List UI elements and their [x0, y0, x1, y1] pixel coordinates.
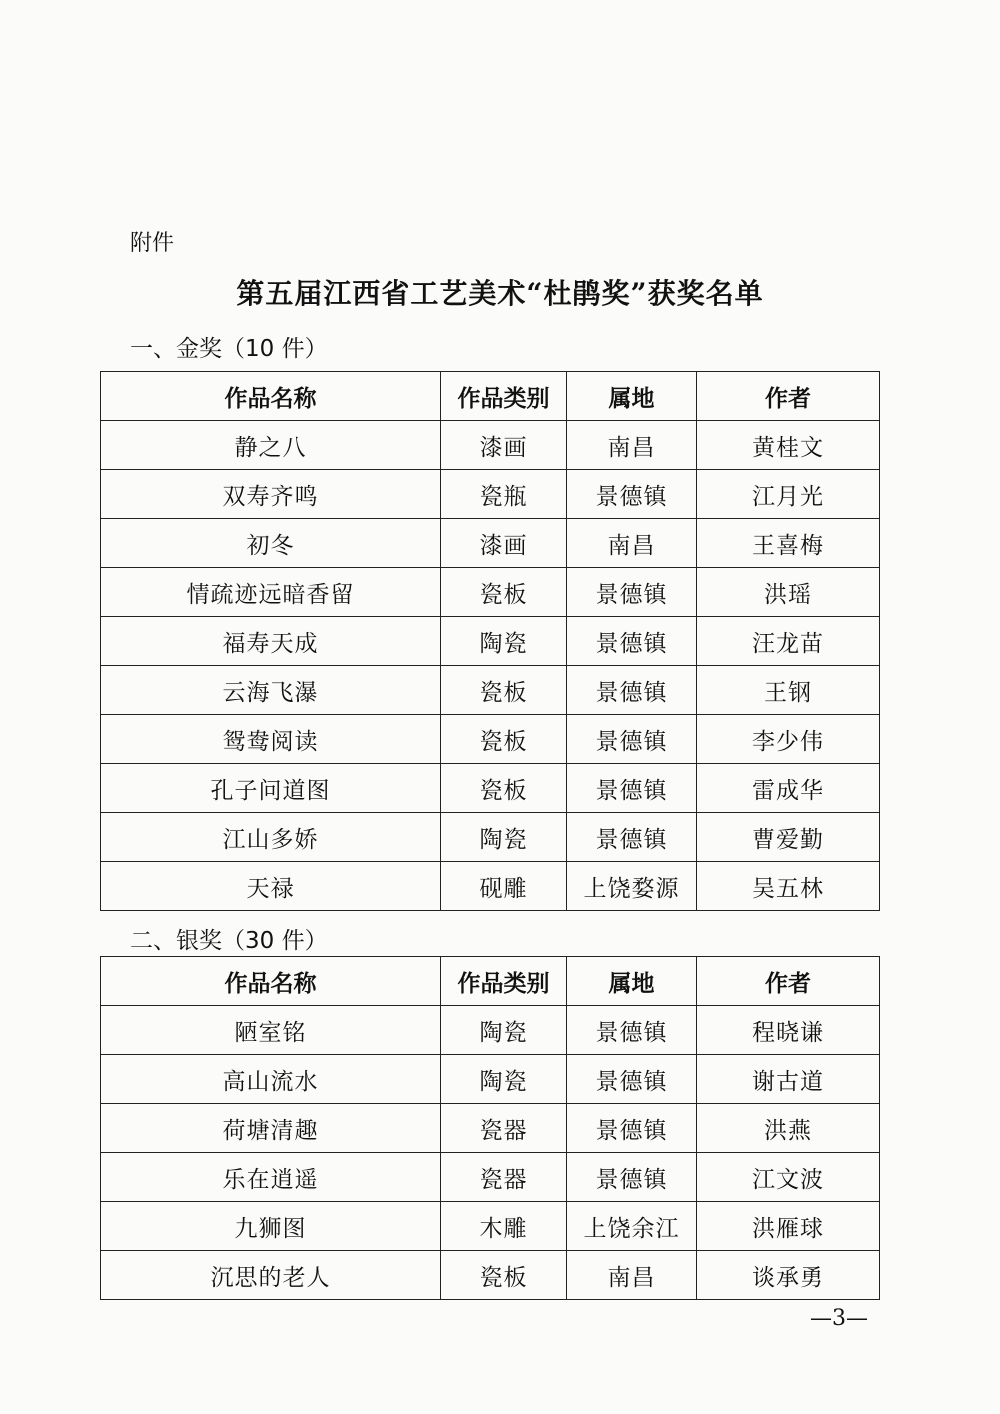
cell-region: 南昌	[567, 1251, 697, 1300]
cell-work-name: 江山多娇	[101, 813, 441, 862]
cell-region: 景德镇	[567, 470, 697, 519]
cell-author: 黄桂文	[697, 421, 880, 470]
table-row	[101, 1006, 880, 1055]
cell-work-name: 高山流水	[101, 1055, 441, 1104]
cell-work-name: 孔子问道图	[101, 764, 441, 813]
table-row	[101, 862, 880, 911]
document-title: 第五届江西省工艺美术“杜鹃奖”获奖名单	[236, 277, 764, 310]
cell-category: 瓷瓶	[441, 470, 567, 519]
table-row	[101, 421, 880, 470]
cell-work-name: 鸳鸯阅读	[101, 715, 441, 764]
cell-category: 陶瓷	[441, 1055, 567, 1104]
cell-region: 上饶余江	[567, 1202, 697, 1251]
cell-region: 景德镇	[567, 715, 697, 764]
cell-category: 瓷板	[441, 764, 567, 813]
cell-category: 瓷板	[441, 715, 567, 764]
cell-region: 景德镇	[567, 1153, 697, 1202]
cell-work-name: 天禄	[101, 862, 441, 911]
table-row	[101, 666, 880, 715]
cell-region: 景德镇	[567, 764, 697, 813]
cell-work-name: 沉思的老人	[101, 1251, 441, 1300]
cell-category: 瓷板	[441, 666, 567, 715]
cell-author: 谈承勇	[697, 1251, 880, 1300]
silver-award-heading: 二、银奖（30 件）	[130, 928, 328, 954]
cell-work-name: 情疏迹远暗香留	[101, 568, 441, 617]
cell-author: 曹爱勤	[697, 813, 880, 862]
column-header-category: 作品类别	[441, 372, 567, 421]
cell-region: 景德镇	[567, 1055, 697, 1104]
column-header-region: 属地	[567, 957, 697, 1006]
column-header-author: 作者	[697, 957, 880, 1006]
cell-work-name: 荷塘清趣	[101, 1104, 441, 1153]
cell-category: 木雕	[441, 1202, 567, 1251]
cell-author: 李少伟	[697, 715, 880, 764]
table-row	[101, 764, 880, 813]
cell-category: 漆画	[441, 519, 567, 568]
cell-author: 谢古道	[697, 1055, 880, 1104]
cell-work-name: 陋室铭	[101, 1006, 441, 1055]
cell-region: 景德镇	[567, 666, 697, 715]
table-row	[101, 1251, 880, 1300]
table-row	[101, 568, 880, 617]
cell-author: 雷成华	[697, 764, 880, 813]
cell-region: 景德镇	[567, 813, 697, 862]
page-number: —3—	[810, 1306, 868, 1331]
cell-category: 瓷板	[441, 568, 567, 617]
cell-category: 瓷器	[441, 1153, 567, 1202]
cell-work-name: 九狮图	[101, 1202, 441, 1251]
column-header-work-name: 作品名称	[101, 372, 441, 421]
cell-region: 上饶婺源	[567, 862, 697, 911]
cell-category: 陶瓷	[441, 813, 567, 862]
cell-category: 陶瓷	[441, 1006, 567, 1055]
cell-region: 南昌	[567, 421, 697, 470]
cell-category: 瓷器	[441, 1104, 567, 1153]
cell-region: 景德镇	[567, 1006, 697, 1055]
cell-author: 程晓谦	[697, 1006, 880, 1055]
attachment-label: 附件	[130, 231, 175, 256]
cell-author: 王喜梅	[697, 519, 880, 568]
cell-region: 南昌	[567, 519, 697, 568]
cell-author: 汪龙苗	[697, 617, 880, 666]
gold-award-heading: 一、金奖（10 件）	[130, 336, 328, 362]
cell-work-name: 初冬	[101, 519, 441, 568]
cell-author: 吴五林	[697, 862, 880, 911]
cell-work-name: 静之八	[101, 421, 441, 470]
cell-author: 王钢	[697, 666, 880, 715]
gold-award-table	[100, 371, 880, 911]
cell-category: 瓷板	[441, 1251, 567, 1300]
column-header-author: 作者	[697, 372, 880, 421]
table-row	[101, 1055, 880, 1104]
cell-work-name: 云海飞瀑	[101, 666, 441, 715]
cell-work-name: 乐在逍遥	[101, 1153, 441, 1202]
column-header-region: 属地	[567, 372, 697, 421]
cell-category: 陶瓷	[441, 617, 567, 666]
cell-author: 洪雁球	[697, 1202, 880, 1251]
silver-award-table	[100, 956, 880, 1300]
cell-author: 洪燕	[697, 1104, 880, 1153]
table-header-row	[101, 957, 880, 1006]
table-row	[101, 1104, 880, 1153]
table-row	[101, 1202, 880, 1251]
table-header-row	[101, 372, 880, 421]
cell-region: 景德镇	[567, 1104, 697, 1153]
cell-category: 砚雕	[441, 862, 567, 911]
table-row	[101, 1153, 880, 1202]
cell-author: 江月光	[697, 470, 880, 519]
table-row	[101, 617, 880, 666]
cell-category: 漆画	[441, 421, 567, 470]
cell-work-name: 双寿齐鸣	[101, 470, 441, 519]
cell-region: 景德镇	[567, 617, 697, 666]
cell-region: 景德镇	[567, 568, 697, 617]
column-header-work-name: 作品名称	[101, 957, 441, 1006]
cell-author: 洪瑶	[697, 568, 880, 617]
table-row	[101, 813, 880, 862]
table-row	[101, 715, 880, 764]
cell-author: 江文波	[697, 1153, 880, 1202]
cell-work-name: 福寿天成	[101, 617, 441, 666]
table-row	[101, 470, 880, 519]
table-row	[101, 519, 880, 568]
column-header-category: 作品类别	[441, 957, 567, 1006]
